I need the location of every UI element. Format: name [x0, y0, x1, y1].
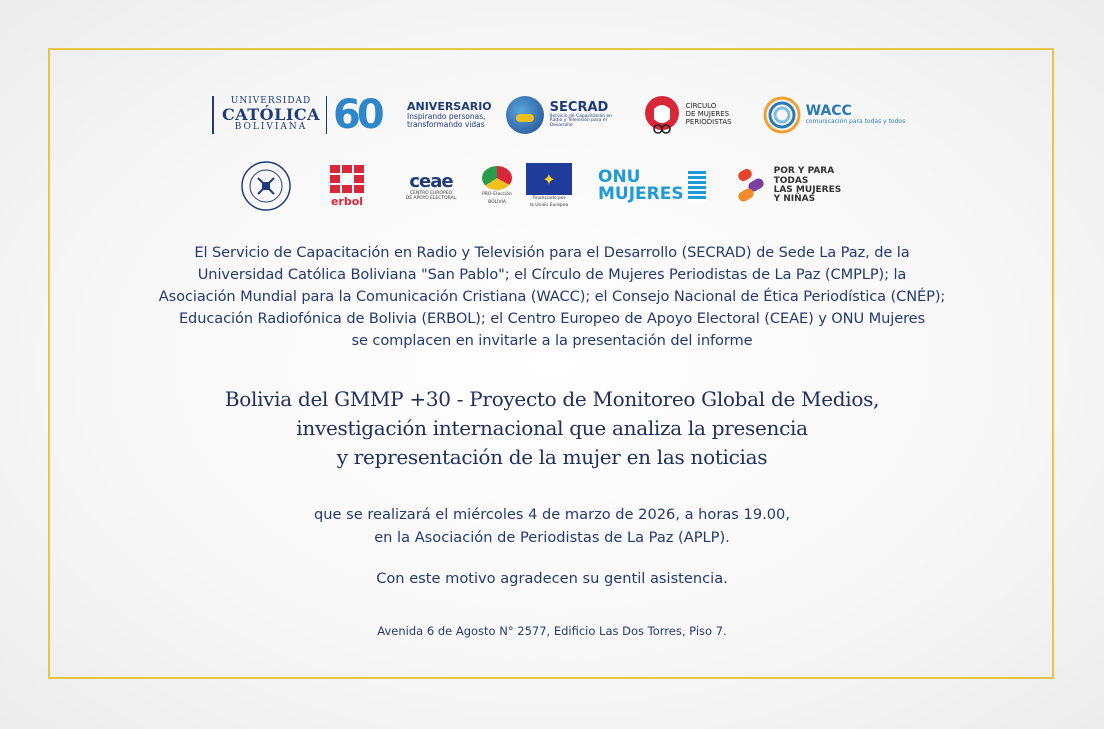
ceae-logo	[398, 171, 464, 202]
ceae-line1: CENTRO EUROPEO	[409, 190, 453, 196]
logos-row-top	[212, 88, 905, 142]
erbol-mark-icon	[330, 165, 364, 193]
title-line: investigación internacional que analiza la presencia	[296, 416, 808, 440]
onu-line2: MUJERES	[598, 184, 684, 204]
title-line: Bolivia del GMMP +30 - Proyecto de Monitoreo Global de Medios,	[224, 387, 880, 411]
cmp-logo	[642, 95, 732, 135]
intro-line: Asociación Mundial para la Comunicación Cristiana (WACC); el Consejo Nacional de Ética Periodística (CNÉP);	[158, 287, 946, 305]
eu-line1: Financiado por	[532, 196, 566, 202]
ucb-line2: CATÓLICA	[222, 104, 320, 124]
aniversario-number: 60	[333, 92, 381, 138]
eu-flag-icon: ✦	[526, 163, 572, 195]
intro-line: El Servicio de Capacitación en Radio y Televisión para el Desarrollo (SECRAD) de Sede La Paz, de la	[194, 244, 910, 261]
erbol-name: erbol	[330, 194, 364, 208]
ceae-line2: DE APOYO ELECTORAL	[405, 195, 457, 201]
aniversario-tagline-1: Inspirando personas,	[407, 111, 486, 121]
por-y-para-logo	[736, 167, 842, 205]
eu-logo	[526, 163, 572, 209]
wacc-name: WACC	[805, 103, 852, 119]
pro-eleccion-logo	[482, 166, 512, 206]
intro-line: Educación Radiofónica de Bolivia (ERBOL); el Centro Europeo de Apoyo Electoral (CEAE) y ONU Mujeres	[178, 309, 926, 327]
secrad-name: SECRAD	[549, 100, 609, 116]
onu-line1: ONU	[598, 167, 641, 187]
secrad-emblem-icon	[506, 96, 544, 134]
logos-row-bottom	[240, 156, 841, 216]
event-details	[60, 504, 1044, 549]
pro-eleccion-line2: BOLIVIA	[488, 200, 506, 205]
event-line: en la Asociación de Periodistas de La Paz (APLP).	[374, 528, 730, 546]
wacc-emblem-icon	[762, 95, 802, 135]
secrad-logo	[506, 96, 614, 134]
aniversario-title: ANIVERSARIO	[407, 99, 492, 113]
cmp-line1: CÍRCULO	[685, 102, 717, 111]
onu-mark-icon	[688, 171, 706, 201]
por-y-para-mark-icon	[736, 168, 768, 204]
pp-line2: TODAS	[773, 175, 809, 186]
aniversario-tagline-2: transformando vidas	[407, 120, 485, 130]
intro-line: Universidad Católica Boliviana "San Pablo"; el Círculo de Mujeres Periodistas de La Paz (CMPLP); la	[197, 265, 907, 283]
pro-eleccion-mark-icon	[482, 166, 512, 190]
ucb-logo	[212, 95, 333, 135]
ceae-name: ceae	[409, 170, 453, 192]
eu-line2: la Unión Europea	[529, 203, 569, 208]
ucb-separator	[326, 96, 327, 134]
ucb-divider	[212, 96, 214, 134]
event-line: que se realizará el miércoles 4 de marzo de 2026, a horas 19.00,	[314, 506, 790, 523]
ucb-line1: UNIVERSIDAD	[230, 96, 312, 107]
onu-mujeres-logo	[598, 169, 706, 203]
title-line: y representación de la mujer en las noticias	[336, 445, 768, 469]
wacc-tagline: comunicación para todas y todos	[805, 118, 906, 126]
pp-line3: LAS MUJERES	[773, 185, 842, 195]
pro-eleccion-line1: PRO-Elección	[482, 192, 512, 198]
cmp-line3: PERIODISTAS	[685, 117, 732, 126]
secrad-description: Servicio de Capacitación en Radio y Televisión para el Desarrollo	[549, 113, 613, 129]
cmp-line2: DE MUJERES	[685, 110, 730, 119]
intro-paragraph	[60, 242, 1044, 351]
wacc-logo	[762, 95, 906, 135]
report-title	[60, 385, 1044, 472]
cmp-emblem-icon	[642, 95, 682, 135]
cnep-seal-icon	[240, 160, 292, 212]
pp-line1: POR Y PARA	[773, 166, 835, 177]
ucb-line3: BOLIVIANA	[234, 122, 308, 133]
aniversario-logo	[333, 92, 492, 138]
address-text: Avenida 6 de Agosto N° 2577, Edificio Las Dos Torres, Piso 7.	[377, 624, 727, 638]
intro-line: se complacen en invitarle a la presentación del informe	[351, 331, 753, 349]
thanks-text: Con este motivo agradecen su gentil asistencia.	[376, 570, 728, 587]
pp-line4: Y NIÑAS	[773, 194, 816, 205]
erbol-logo	[330, 165, 364, 208]
